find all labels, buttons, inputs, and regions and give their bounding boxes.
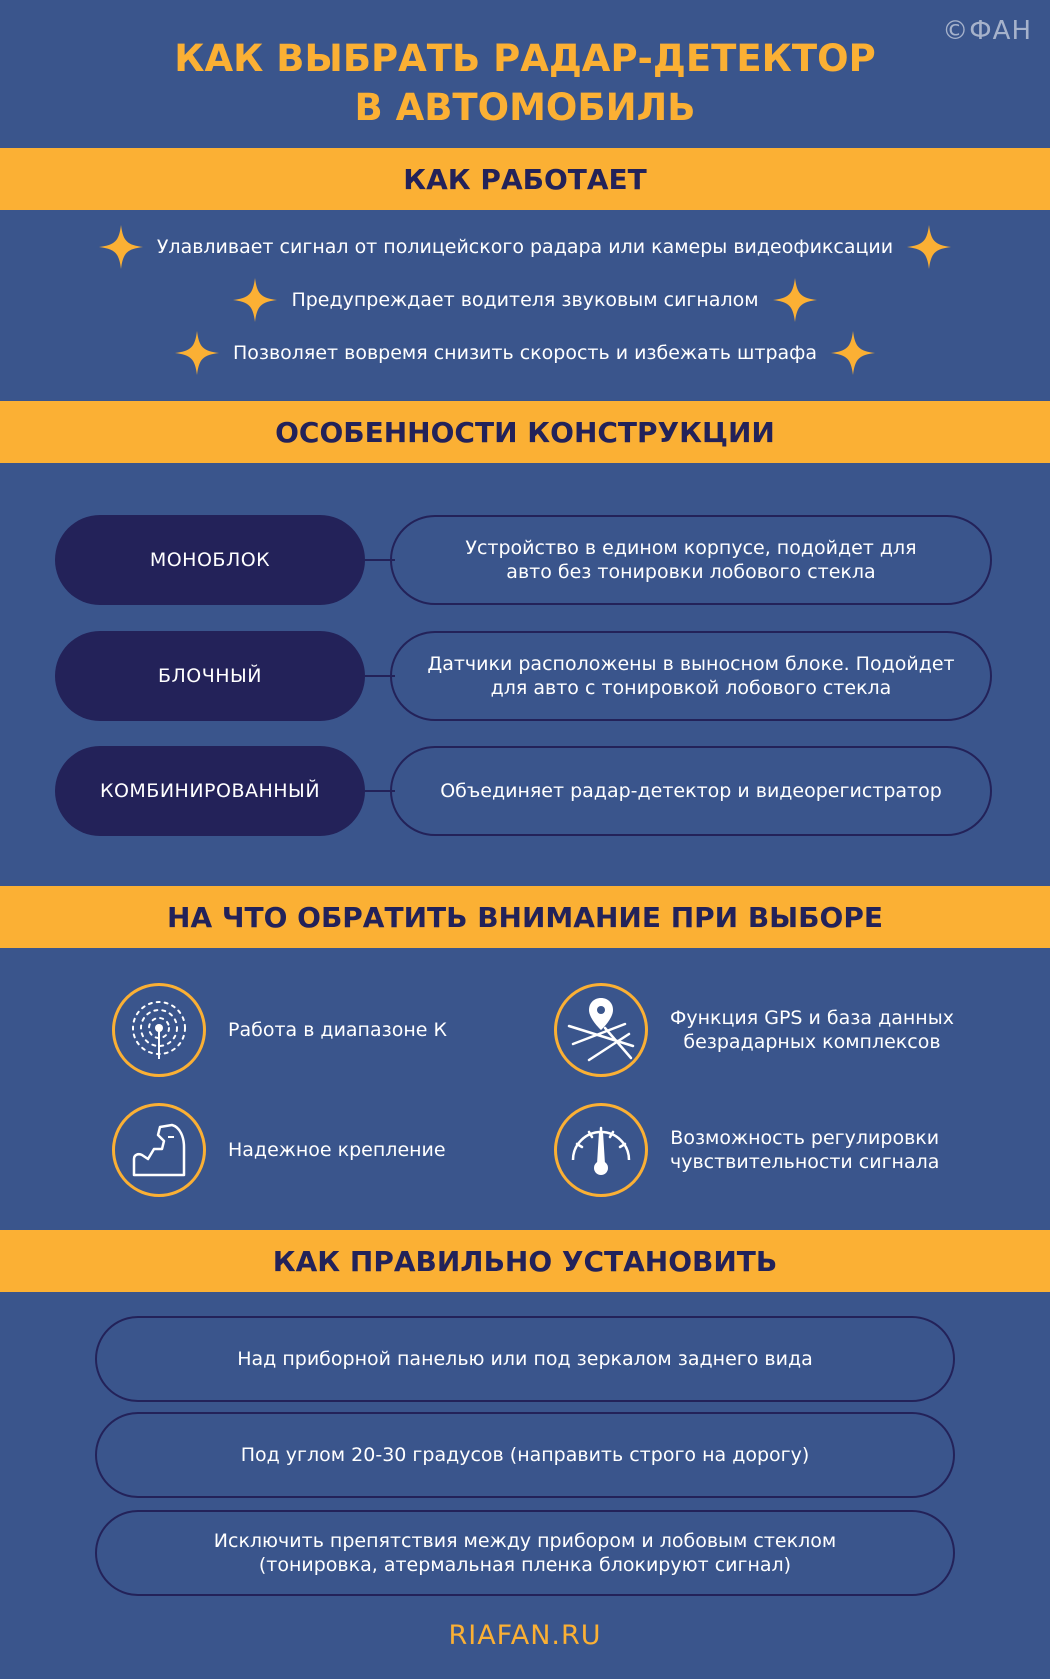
design-type-row	[55, 515, 992, 605]
feature-text	[228, 1018, 447, 1042]
feature-item	[112, 1103, 532, 1197]
feature-line: Возможность регулировки	[670, 1127, 940, 1149]
feature-line: Функция GPS и база данных	[670, 1007, 954, 1029]
bullet-text: Улавливает сигнал от полицейского радара или камеры видеофиксации	[156, 236, 894, 258]
install-step	[95, 1316, 955, 1402]
feature-text	[670, 1126, 939, 1174]
bullet-item	[0, 331, 1050, 375]
feature-item	[554, 983, 1014, 1077]
section-heading-label: НА ЧТО ОБРАТИТЬ ВНИМАНИЕ ПРИ ВЫБОРЕ	[167, 900, 883, 934]
section-heading-design	[0, 401, 1050, 463]
radar-signal-icon	[112, 983, 206, 1077]
design-type-name: КОМБИНИРОВАННЫЙ	[55, 746, 365, 836]
install-step	[95, 1412, 955, 1498]
feature-line: безрадарных комплексов	[683, 1031, 941, 1053]
section-heading-label: КАК РАБОТАЕТ	[403, 162, 647, 196]
bullet-text: Позволяет вовремя снизить скорость и избежать штрафа	[232, 342, 818, 364]
section-heading-how-it-works	[0, 148, 1050, 210]
install-step-line: (тонировка, атермальная пленка блокируют сигнал)	[258, 1554, 792, 1576]
install-step-line: Под углом 20-30 градусов (направить строго на дорогу)	[240, 1444, 810, 1466]
section-heading-label: ОСОБЕННОСТИ КОНСТРУКЦИИ	[275, 415, 775, 449]
install-step	[95, 1510, 955, 1596]
sparkle-star-icon	[831, 331, 875, 375]
feature-line: Надежное крепление	[228, 1139, 446, 1161]
feature-item	[112, 983, 532, 1077]
gauge-icon-graphic	[565, 1114, 637, 1186]
description-line: Объединяет радар-детектор и видеорегистратор	[440, 780, 942, 802]
watermark-logo: ©ФАН	[942, 16, 1032, 46]
feature-line: чувствительности сигнала	[670, 1151, 940, 1173]
description-line: Устройство в едином корпусе, подойдет для	[465, 537, 917, 559]
description-line: для авто с тонировкой лобового стекла	[490, 677, 892, 699]
design-type-name: БЛОЧНЫЙ	[55, 631, 365, 721]
sparkle-star-icon	[233, 278, 277, 322]
design-type-name: МОНОБЛОК	[55, 515, 365, 605]
feature-item	[554, 1103, 1014, 1197]
sparkle-star-icon	[907, 225, 951, 269]
design-type-row	[55, 746, 992, 836]
gauge-icon	[554, 1103, 648, 1197]
page-title	[0, 34, 1050, 132]
install-step-line: Исключить препятствия между прибором и лобовым стеклом	[213, 1530, 837, 1552]
title-line-2: В АВТОМОБИЛЬ	[354, 86, 696, 129]
section-heading-install	[0, 1230, 1050, 1292]
feature-text	[670, 1006, 954, 1054]
description-line: Датчики расположены в выносном блоке. Подойдет	[427, 653, 955, 675]
description-line: авто без тонировки лобового стекла	[506, 561, 876, 583]
design-type-description	[390, 746, 992, 836]
radar-signal-icon-graphic	[124, 995, 194, 1065]
title-line-1: КАК ВЫБРАТЬ РАДАР-ДЕТЕКТОР	[174, 37, 876, 80]
design-type-description	[390, 515, 992, 605]
sparkle-star-icon	[773, 278, 817, 322]
footer-site-link[interactable]: RIAFAN.RU	[448, 1620, 602, 1651]
gps-map-icon	[554, 983, 648, 1077]
bullet-item	[0, 278, 1050, 322]
feature-line: Работа в диапазоне К	[228, 1019, 447, 1041]
bullet-text: Предупреждает водителя звуковым сигналом	[291, 289, 759, 311]
design-type-row	[55, 631, 992, 721]
strong-arm-icon-graphic	[124, 1115, 194, 1185]
section-heading-attention	[0, 886, 1050, 948]
feature-text	[228, 1138, 446, 1162]
sparkle-star-icon	[175, 331, 219, 375]
strong-arm-icon	[112, 1103, 206, 1197]
gps-map-icon-graphic	[565, 994, 637, 1066]
install-step-line: Над приборной панелью или под зеркалом заднего вида	[237, 1348, 813, 1370]
sparkle-star-icon	[99, 225, 143, 269]
section-heading-label: КАК ПРАВИЛЬНО УСТАНОВИТЬ	[272, 1244, 778, 1278]
design-type-description	[390, 631, 992, 721]
bullet-item	[0, 225, 1050, 269]
